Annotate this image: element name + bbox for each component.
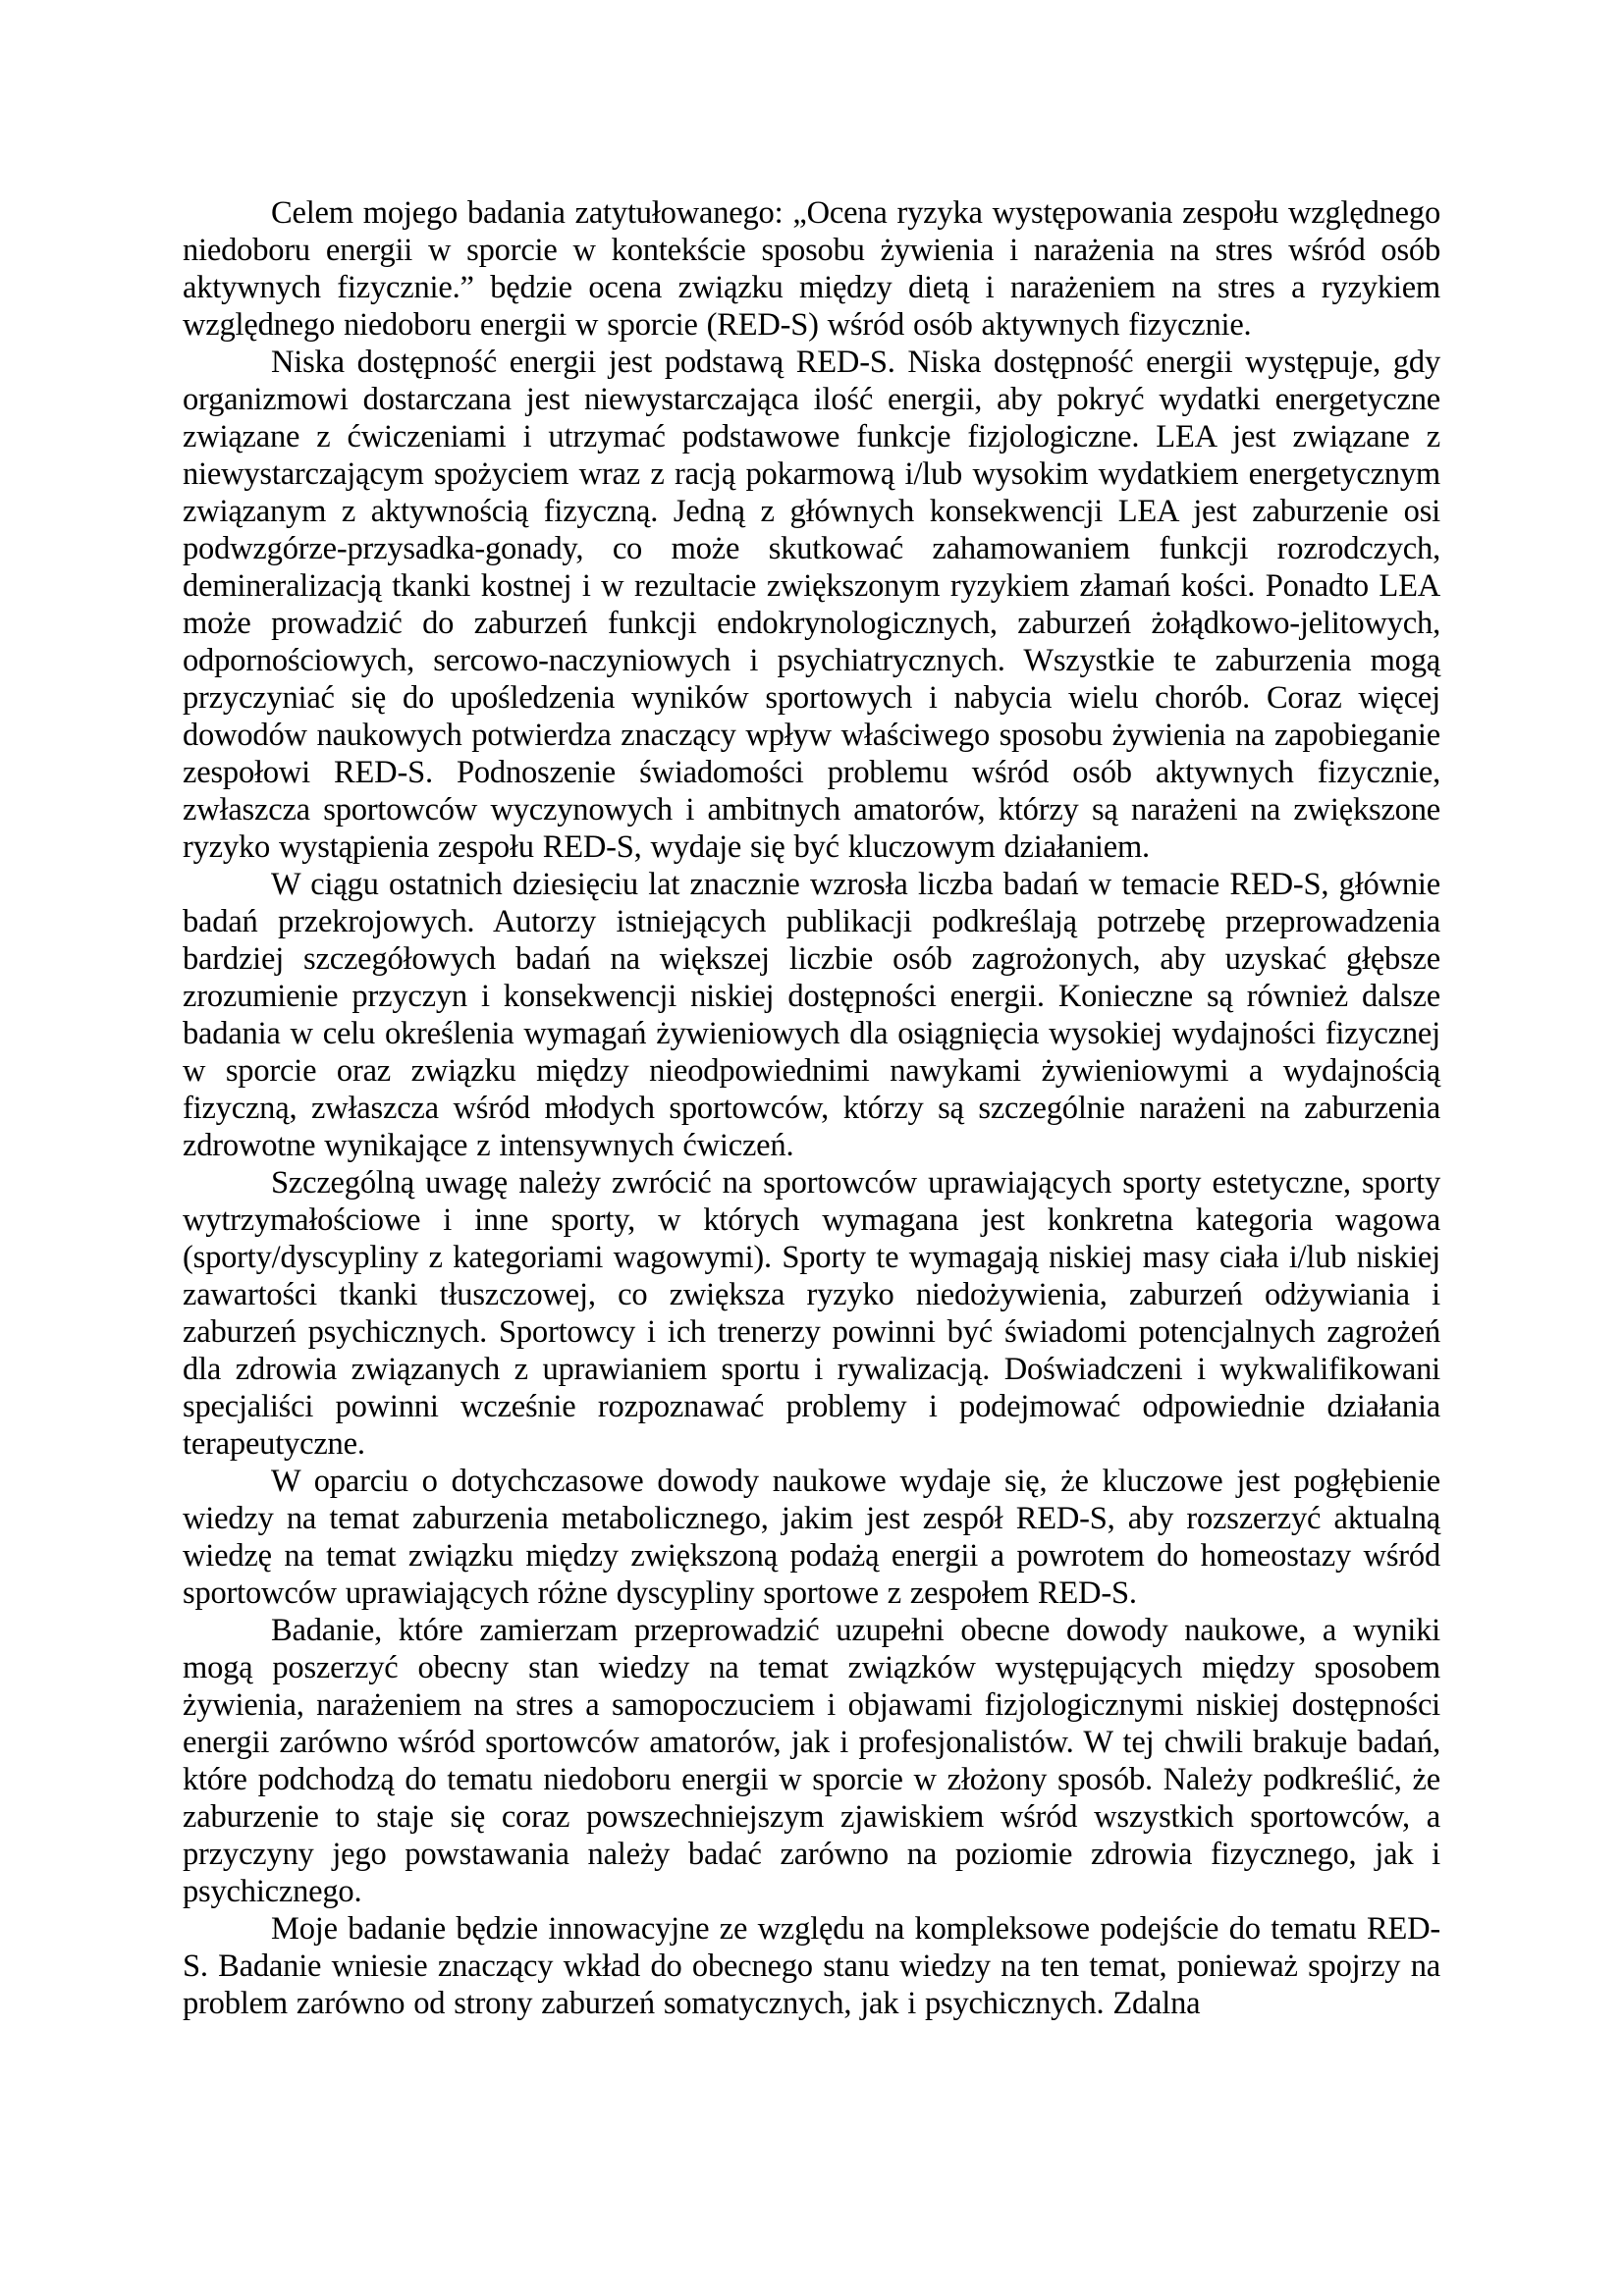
paragraph: Szczególną uwagę należy zwrócić na sportowców uprawiających sporty estetyczne, sporty wytrzymałościowe i inne sporty, w których wymagana jest konkretna kategoria wagowa (sporty/dyscypliny z kategoriami wagowymi). Sporty te wymagają niskiej masy ciała i/lub niskiej zawartości tkanki tłuszczowej, co zwiększa ryzyko niedożywienia, zaburzeń odżywiania i zaburzeń psychicznych. Sportowcy i ich trenerzy powinni być świadomi potencjalnych zagrożeń dla zdrowia związanych z uprawianiem sportu i rywalizacją. Doświadczeni i wykwalifikowani specjaliści powinni wcześnie rozpoznawać problemy i podejmować odpowiednie działania terapeutyczne. bbox=[183, 1165, 1440, 1462]
paragraph: W oparciu o dotychczasowe dowody naukowe wydaje się, że kluczowe jest pogłębienie wiedzy na temat zaburzenia metabolicznego, jakim jest zespół RED-S, aby rozszerzyć aktualną wiedzę na temat związku między zwiększoną podażą energii a powrotem do homeostazy wśród sportowców uprawiających różne dyscypliny sportowe z zespołem RED-S. bbox=[183, 1464, 1440, 1611]
paragraph: W ciągu ostatnich dziesięciu lat znacznie wzrosła liczba badań w temacie RED-S, głównie badań przekrojowych. Autorzy istniejących publikacji podkreślają potrzebę przeprowadzenia bardziej szczegółowych badań na większej liczbie osób zagrożonych, aby uzyskać głębsze zrozumienie przyczyn i konsekwencji niskiej dostępności energii. Konieczne są również dalsze badania w celu określenia wymagań żywieniowych dla osiągnięcia wysokiej wydajności fizycznej w sporcie oraz związku między nieodpowiednimi nawykami żywieniowymi a wydajnością fizyczną, zwłaszcza wśród młodych sportowców, którzy są szczególnie narażeni na zaburzenia zdrowotne wynikające z intensywnych ćwiczeń. bbox=[183, 867, 1440, 1163]
document-text-body bbox=[183, 194, 1440, 2022]
paragraph: Niska dostępność energii jest podstawą RED-S. Niska dostępność energii występuje, gdy organizmowi dostarczana jest niewystarczająca ilość energii, aby pokryć wydatki energetyczne związane z ćwiczeniami i utrzymać podstawowe funkcje fizjologiczne. LEA jest związane z niewystarczającym spożyciem wraz z racją pokarmową i/lub wysokim wydatkiem energetycznym związanym z aktywnością fizyczną. Jedną z głównych konsekwencji LEA jest zaburzenie osi podwzgórze-przysadka-gonady, co może skutkować zahamowaniem funkcji rozrodczych, demineralizacją tkanki kostnej i w rezultacie zwiększonym ryzykiem złamań kości. Ponadto LEA może prowadzić do zaburzeń funkcji endokrynologicznych, zaburzeń żołądkowo-jelitowych, odpornościowych, sercowo-naczyniowych i psychiatrycznych. Wszystkie te zaburzenia mogą przyczyniać się do upośledzenia wyników sportowych i nabycia wielu chorób. Coraz więcej dowodów naukowych potwierdza znaczący wpływ właściwego sposobu żywienia na zapobieganie zespołowi RED-S. Podnoszenie świadomości problemu wśród osób aktywnych fizycznie, zwłaszcza sportowców wyczynowych i ambitnych amatorów, którzy są narażeni na zwiększone ryzyko wystąpienia zespołu RED-S, wydaje się być kluczowym działaniem. bbox=[183, 345, 1440, 865]
paragraph: Badanie, które zamierzam przeprowadzić uzupełni obecne dowody naukowe, a wyniki mogą poszerzyć obecny stan wiedzy na temat związków występujących między sposobem żywienia, narażeniem na stres a samopoczuciem i objawami fizjologicznymi niskiej dostępności energii zarówno wśród sportowców amatorów, jak i profesjonalistów. W tej chwili brakuje badań, które podchodzą do tematu niedoboru energii w sporcie w złożony sposób. Należy podkreślić, że zaburzenie to staje się coraz powszechniejszym zjawiskiem wśród wszystkich sportowców, a przyczyny jego powstawania należy badać zarówno na poziomie zdrowia fizycznego, jak i psychicznego. bbox=[183, 1613, 1440, 1909]
paragraph: Moje badanie będzie innowacyjne ze względu na kompleksowe podejście do tematu RED-S. Badanie wniesie znaczący wkład do obecnego stanu wiedzy na ten temat, ponieważ spojrzy na problem zarówno od strony zaburzeń somatycznych, jak i psychicznych. Zdalna bbox=[183, 1911, 1440, 2021]
paragraph: Celem mojego badania zatytułowanego: „Ocena ryzyka występowania zespołu względnego niedoboru energii w sporcie w kontekście sposobu żywienia i narażenia na stres wśród osób aktywnych fizycznie.” będzie ocena związku między dietą i narażeniem na stres a ryzykiem względnego niedoboru energii w sporcie (RED-S) wśród osób aktywnych fizycznie. bbox=[183, 195, 1440, 343]
